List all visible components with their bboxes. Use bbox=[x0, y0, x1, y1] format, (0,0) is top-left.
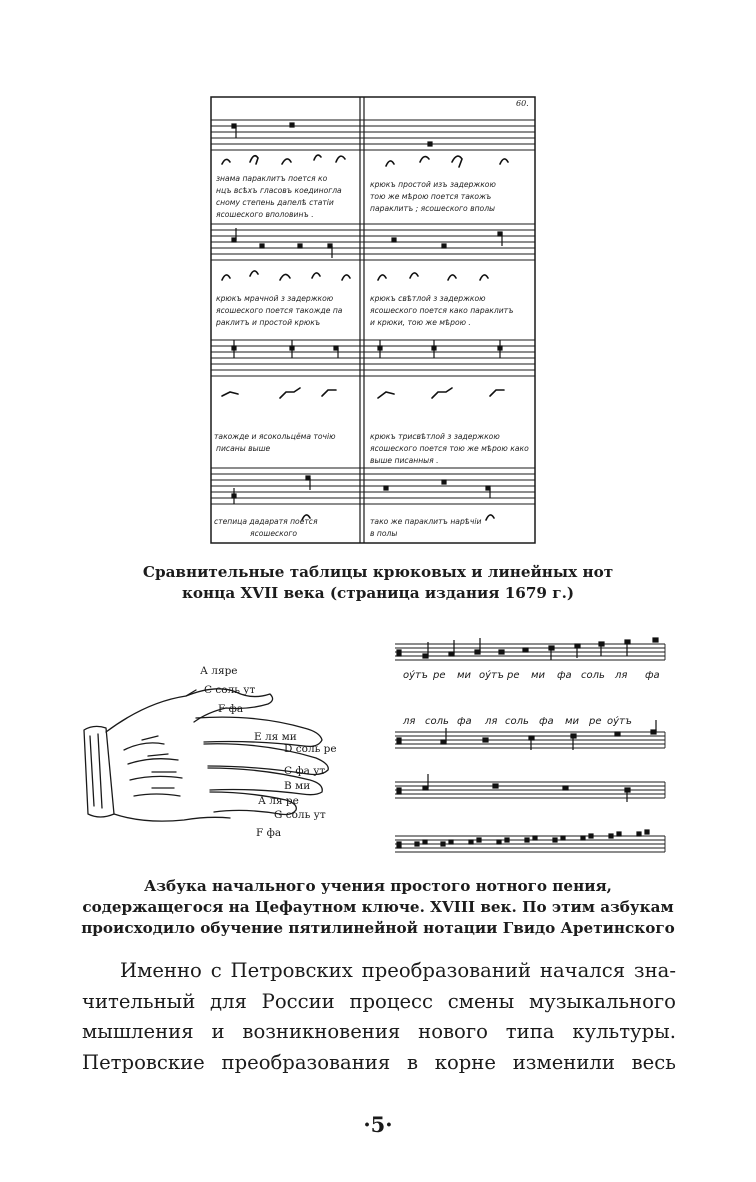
word: и bbox=[211, 1020, 225, 1043]
syllable-1-7: фа bbox=[557, 670, 572, 681]
row1-left-line3: сному степень дапелѣ статіи bbox=[216, 198, 334, 207]
word: весь bbox=[631, 1050, 676, 1074]
hand-label-4: Е ля ми bbox=[254, 731, 297, 743]
hand-label-2: С соль ут bbox=[204, 684, 256, 696]
row1-right-line2: тою же мѣрою поется такожъ bbox=[370, 192, 492, 201]
syllable-2-6: фа bbox=[539, 716, 554, 727]
hand-label-9: G соль ут bbox=[274, 809, 326, 821]
word: изменили bbox=[512, 1050, 615, 1074]
syllable-2-5: соль bbox=[505, 716, 529, 727]
row4-left-line1: степица дадаратя поется bbox=[214, 517, 318, 526]
syllable-1-8: соль bbox=[581, 670, 605, 681]
body-paragraph bbox=[82, 956, 676, 1078]
syllable-2-4: ля bbox=[485, 716, 498, 727]
syllable-1-3: ми bbox=[457, 670, 472, 681]
guidonian-hand-figure bbox=[78, 660, 378, 848]
hand-label-6: С фа ут bbox=[284, 765, 326, 777]
row2-left-line3: раклитъ и простой крюкъ bbox=[216, 318, 321, 327]
word: преобразования bbox=[221, 1050, 391, 1074]
syllable-1-5: ре bbox=[507, 670, 520, 681]
syllable-1-10: фа bbox=[645, 670, 660, 681]
hand-label-1: А ляре bbox=[200, 665, 238, 677]
word: мышления bbox=[82, 1020, 194, 1043]
syllable-2-9: оу́тъ bbox=[607, 716, 632, 727]
row3-left-line2: писаны выше bbox=[216, 444, 271, 453]
row1-left-line4: ясошеского вполовинъ . bbox=[216, 210, 314, 219]
page-mark: 60. bbox=[516, 99, 529, 108]
word: Петровских bbox=[230, 959, 353, 982]
hand-label-10: F фа bbox=[256, 827, 282, 839]
syllable-2-8: ре bbox=[589, 716, 602, 727]
figure2-caption-line2: содержащегося на Цефаутном ключе. XVIII век. По этим азбукам bbox=[82, 898, 674, 916]
manuscript-table-figure bbox=[210, 96, 536, 544]
word: корне bbox=[434, 1050, 496, 1074]
figure2-caption-line1: Азбука начального учения простого нотного пения, bbox=[144, 877, 612, 895]
word: чительный bbox=[82, 989, 196, 1013]
hand-label-5: D соль ре bbox=[284, 743, 337, 755]
azbuka-staves bbox=[393, 628, 683, 864]
body-line-4 bbox=[82, 1048, 676, 1079]
row2-left-line2: ясошеского поется такожде па bbox=[216, 306, 343, 315]
row4-left-line2: ясошеского bbox=[250, 529, 298, 538]
syllable-2-2: соль bbox=[425, 716, 449, 727]
syllable-1-9: ля bbox=[615, 670, 628, 681]
body-line-1 bbox=[82, 956, 676, 987]
word: преобразований bbox=[361, 959, 532, 982]
word: культуры. bbox=[572, 1020, 676, 1043]
row4-right-line1: тако же параклитъ нарѣчіи bbox=[370, 517, 482, 526]
syllable-2-1: ля bbox=[403, 716, 416, 727]
word: Петровские bbox=[82, 1050, 205, 1074]
word: начался bbox=[539, 959, 626, 982]
hand-label-3: F фа bbox=[218, 703, 244, 715]
syllable-1-6: ми bbox=[531, 670, 546, 681]
figure1-caption bbox=[60, 562, 696, 604]
row1-left-line1: знама параклитъ поется ко bbox=[216, 174, 328, 183]
word: возникновения bbox=[242, 1020, 401, 1043]
row3-right-line3: выше писанныя . bbox=[370, 456, 439, 465]
row3-right-line1: крюкъ трисвѣтлой з задержкою bbox=[370, 432, 500, 441]
row4-right-line2: в полы bbox=[370, 529, 398, 538]
figure1-caption-line2: конца XVII века (страница издания 1679 г.) bbox=[181, 584, 575, 602]
syllable-2-3: фа bbox=[457, 716, 472, 727]
row2-right-line2: ясошеского поется како параклитъ bbox=[370, 306, 514, 315]
guidonian-hand bbox=[78, 660, 378, 848]
word: смены bbox=[447, 989, 515, 1013]
word: в bbox=[406, 1050, 418, 1074]
row2-left-line1: крюкъ мрачной з задержкою bbox=[216, 294, 334, 303]
syllable-1-1: оу́тъ bbox=[403, 670, 428, 681]
word: с bbox=[210, 959, 222, 982]
row2-right-line1: крюкъ свѣтлой з задержкою bbox=[370, 294, 486, 303]
word: зна- bbox=[633, 959, 676, 982]
word: для bbox=[210, 989, 247, 1013]
syllable-2-7: ми bbox=[565, 716, 580, 727]
word: России bbox=[261, 989, 335, 1013]
syllable-1-4: оу́тъ bbox=[479, 670, 504, 681]
word: процесс bbox=[349, 989, 433, 1013]
figure2-caption-line3: происходило обучение пятилинейной нотации Гвидо Аретинского bbox=[81, 919, 675, 937]
row3-right-line2: ясошеского поется тою же мѣрою како bbox=[370, 444, 529, 453]
figure2-caption bbox=[60, 876, 696, 939]
word: типа bbox=[505, 1020, 555, 1043]
word: Именно bbox=[120, 959, 202, 982]
row3-left-line1: такожде и ясокольцёма точію bbox=[214, 432, 336, 441]
azbuka-staves-figure bbox=[393, 628, 683, 864]
page-number: ·5· bbox=[363, 1112, 393, 1137]
body-line-3 bbox=[82, 1017, 676, 1048]
row1-left-line2: нцъ всѣхъ гласовъ коединогла bbox=[216, 186, 342, 195]
word: нового bbox=[418, 1020, 488, 1043]
manuscript-table bbox=[210, 96, 536, 544]
body-line-2 bbox=[82, 987, 676, 1018]
word: музыкального bbox=[528, 989, 676, 1013]
row1-right-line3: параклитъ ; ясошеского вполы bbox=[370, 204, 496, 213]
figure1-caption-line1: Сравнительные таблицы крюковых и линейных нот bbox=[142, 563, 614, 581]
hand-label-8: А ля ре bbox=[258, 795, 299, 807]
hand-label-7: В ми bbox=[284, 780, 311, 792]
row1-right-line1: крюкъ простой изъ задержкою bbox=[370, 180, 496, 189]
syllable-1-2: ре bbox=[433, 670, 446, 681]
row2-right-line3: и крюки, тою же мѣрою . bbox=[370, 318, 471, 327]
